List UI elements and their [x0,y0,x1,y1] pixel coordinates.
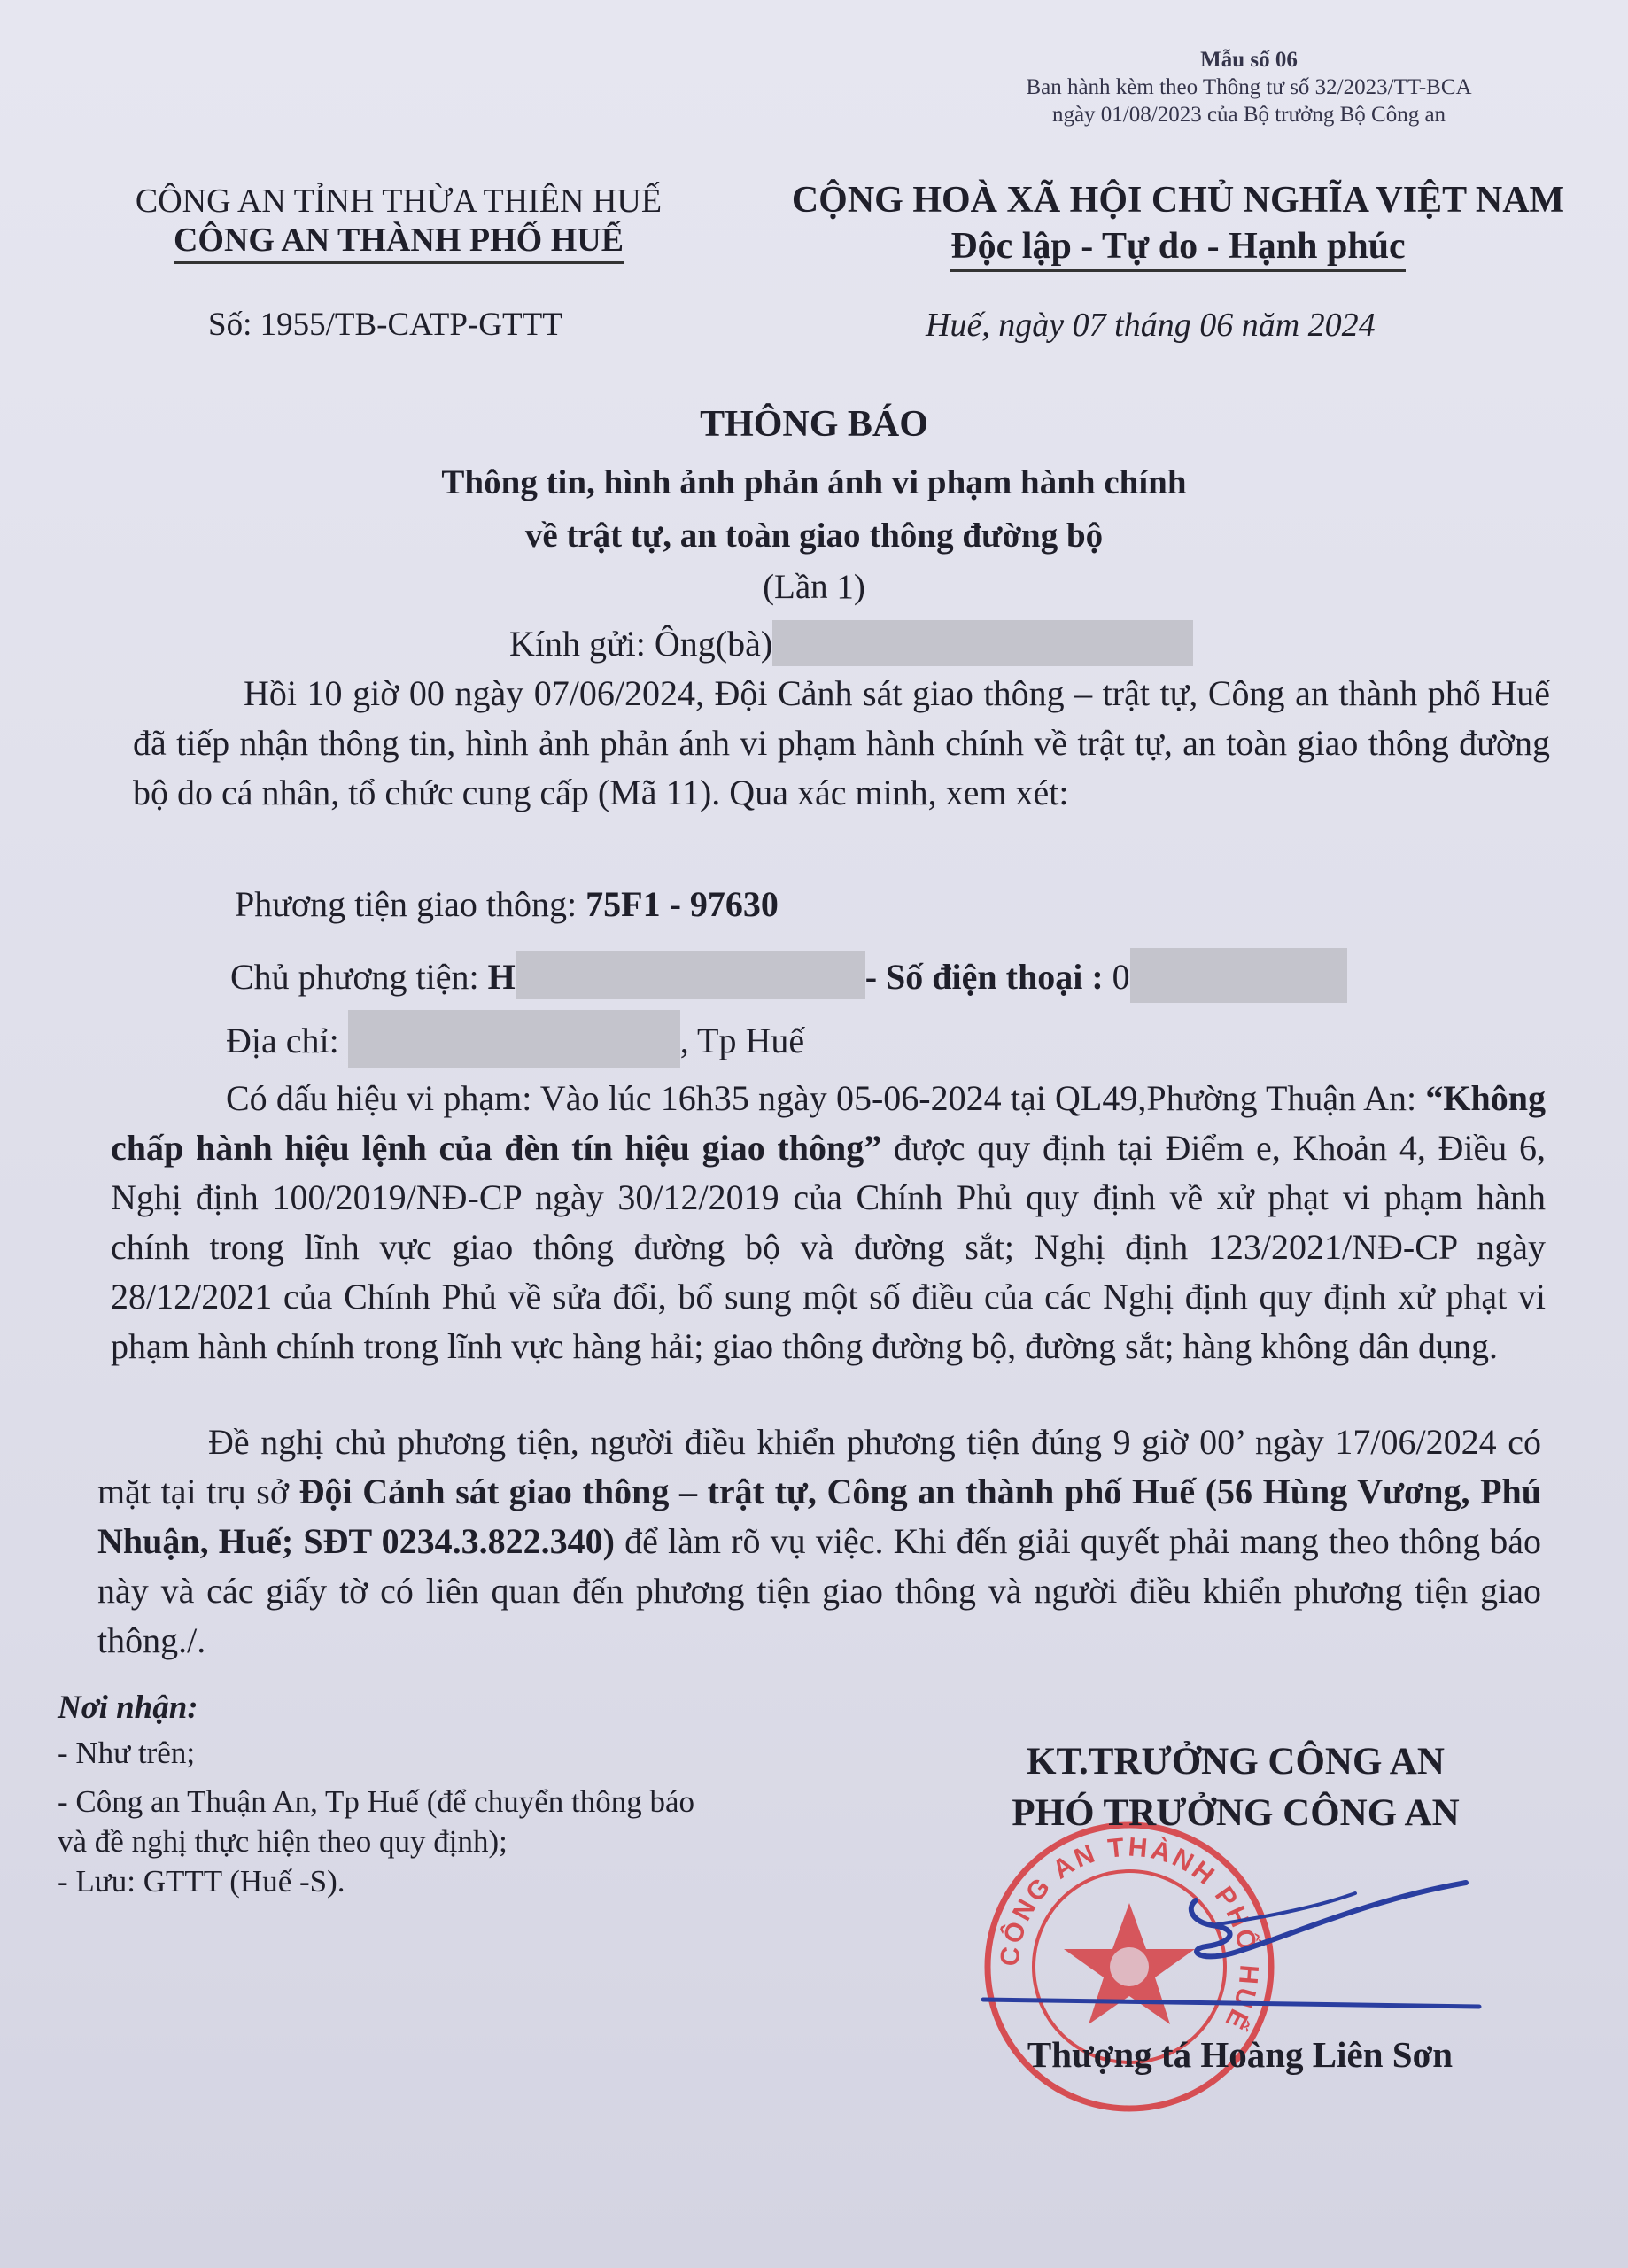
agency-parent: CÔNG AN TỈNH THỪA THIÊN HUẾ [135,183,663,220]
violation-act: “Không chấp hành hiệu lệnh của đèn tín hiệu giao thông” [111,1078,1546,1168]
form-issued-line-2: ngày 01/08/2023 của Bộ trưởng Bộ Công an [1051,103,1446,127]
phone-label: - Số điện thoại : [864,957,1112,997]
recipients-item: - Lưu: GTTT (Huế -S). [58,1864,345,1899]
intro-paragraph: Hồi 10 giờ 00 ngày 07/06/2024, Đội Cảnh sát giao thông – trật tự, Công an thành phố Huế đã tiếp nhận thông tin, hình ảnh phản ánh vi phạm hành chính về trật tự, an toàn giao thông đường bộ do cá nhân, tổ chức cung cấp (Mã 11). Qua xác minh, xem xét: [133,673,1550,812]
document-number: Số: 1955/TB-CATP-GTTT [208,307,562,343]
document-date: Huế, ngày 07 tháng 06 năm 2024 [926,307,1376,344]
handwritten-signature [974,1847,1488,2024]
nation-name: CỘNG HOÀ XÃ HỘI CHỦ NGHĨA VIỆT NAM [791,180,1565,221]
redacted-owner-name [516,951,865,999]
nation-header [762,177,1594,272]
subtitle-line-1: Thông tin, hình ảnh phản ánh vi phạm hành chính [441,463,1187,501]
address-suffix: , Tp Huế [679,1021,805,1060]
phone-initial: 0 [1112,957,1130,997]
recipient-line [509,620,1193,666]
recipients-list [58,1688,855,1901]
address-line [226,1010,804,1068]
vehicle-plate: 75F1 - 97630 [585,884,779,924]
violation-legal-basis: được quy định tại Điểm e, Khoản 4, Điều 6, Nghị định 100/2019/NĐ-CP ngày 30/12/2019 của Chính Phủ quy định về xử phạt vi phạm hành chính trong lĩnh vực giao thông đường bộ và đường sắt; Nghị định 123/2021/NĐ-CP ngày 28/12/2021 của Chính Phủ về sửa đổi, bổ sung một số điều của các Nghị định quy định xử phạt vi phạm hành chính trong lĩnh vực hàng hải; giao thông đường bộ, đường sắt; hàng không dân dụng. [111,1128,1546,1366]
signer-name: Thượng tá Hoàng Liên Sơn [1027,2034,1454,2075]
recipient-label: Kính gửi: Ông(bà) [509,624,773,664]
vehicle-line [235,883,779,925]
owner-initial: H [487,957,516,997]
agency-header [89,182,709,264]
vehicle-label: Phương tiện giao thông: [235,884,586,924]
recipients-item: - Như trên; [58,1736,196,1770]
request-lead: Đề nghị chủ phương tiện, người điều khiển phương tiện đúng 9 giờ 00’ ngày 17/06/2024 có mặt tại trụ sở [97,1422,1541,1511]
recipients-heading: Nơi nhận: [58,1689,198,1726]
form-number: Mẫu số 06 [1200,48,1298,72]
signature-block [957,1736,1515,1839]
nation-motto: Độc lập - Tự do - Hạnh phúc [950,223,1405,272]
violation-lead: Có dấu hiệu vi phạm: Vào lúc 16h35 ngày 05-06-2024 tại QL49,Phường Thuận An: [226,1078,1426,1118]
form-issued-line-1: Ban hành kèm theo Thông tư số 32/2023/TT-BCA [1026,75,1472,99]
address-label: Địa chỉ: [226,1021,348,1060]
stamp-text: CÔNG AN THÀNH PHỐ HUẾ [995,1832,1264,2036]
notice-round: (Lần 1) [763,568,865,606]
signature-line-1: KT.TRƯỞNG CÔNG AN [1027,1741,1445,1783]
document-subtitle [0,456,1628,563]
owner-label: Chủ phương tiện: [230,957,488,997]
document-title: THÔNG BÁO [700,404,928,445]
request-paragraph [97,1418,1541,1666]
signature-line-2: PHÓ TRƯỞNG CÔNG AN [1012,1792,1460,1834]
recipients-item: - Công an Thuận An, Tp Huế (để chuyển thông báo [58,1784,694,1819]
redacted-address [348,1010,680,1068]
form-header [974,46,1523,128]
redacted-phone [1130,948,1347,1003]
violation-paragraph [111,1074,1546,1371]
redacted-recipient-name [772,620,1193,666]
request-rest: để làm rõ vụ việc. Khi đến giải quyết phải mang theo thông báo này và các giấy tờ có liên quan đến phương tiện giao thông và người điều khiển phương tiện giao thông./. [97,1521,1542,1660]
request-office: Đội Cảnh sát giao thông – trật tự, Công an thành phố Huế (56 Hùng Vương, Phú Nhuận, Huế; SĐT 0234.3.822.340) [97,1472,1541,1561]
owner-line [230,948,1347,1003]
subtitle-line-2: về trật tự, an toàn giao thông đường bộ [524,517,1104,555]
recipients-item: và đề nghị thực hiện theo quy định); [58,1824,508,1859]
agency-name: CÔNG AN THÀNH PHỐ HUẾ [174,221,624,264]
